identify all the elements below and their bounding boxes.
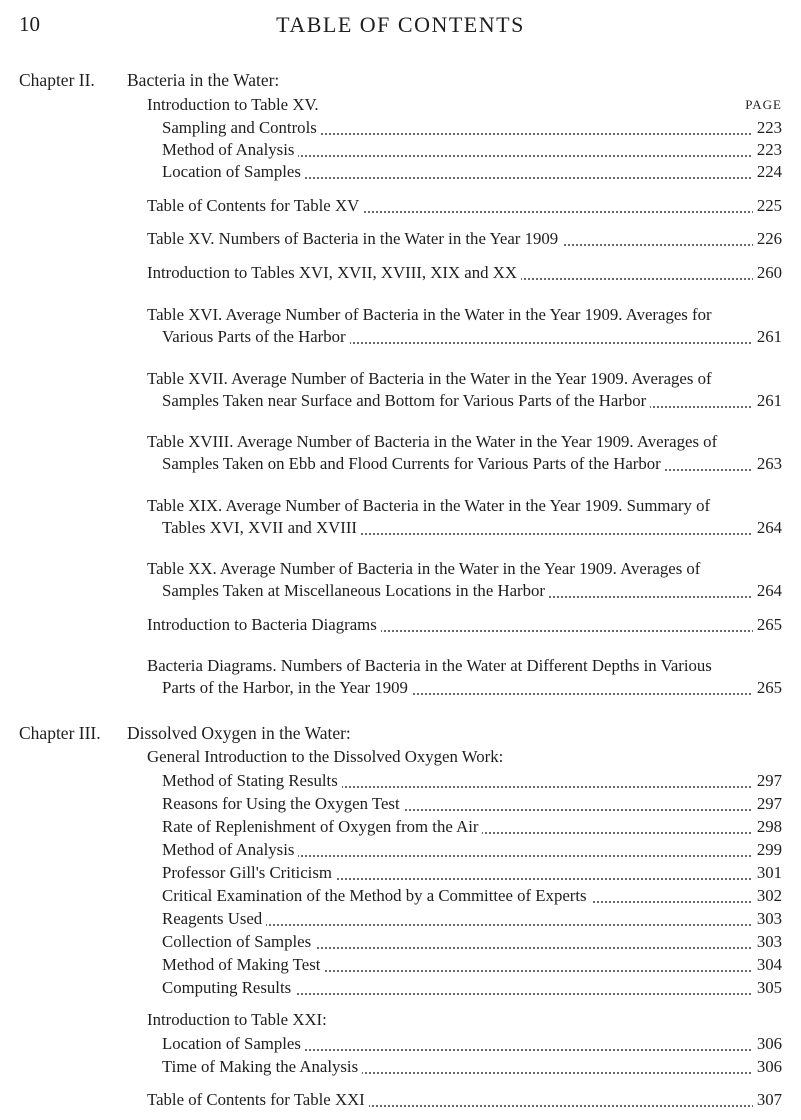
toc-entry-text: Introduction to Table XV. xyxy=(147,95,323,114)
toc-entry xyxy=(147,195,782,217)
toc-entry-text: Samples Taken on Ebb and Flood Currents for Various Parts of the Harbor xyxy=(162,454,665,473)
toc-entry xyxy=(162,770,782,792)
toc-entry-text: Reasons for Using the Oxygen Test xyxy=(162,794,404,813)
toc-entry-text: Various Parts of the Harbor xyxy=(162,327,350,346)
toc-entry-page: 298 xyxy=(753,816,782,838)
toc-entry xyxy=(147,431,782,453)
toc-entry xyxy=(162,326,782,348)
toc-entry xyxy=(162,677,782,699)
toc-entry xyxy=(162,885,782,907)
toc-entry xyxy=(147,614,782,636)
toc-entry-text: Professor Gill's Criticism xyxy=(162,863,336,882)
section-heading: General Introduction to the Dissolved Oxygen Work: xyxy=(147,747,504,766)
toc-entry xyxy=(162,580,782,602)
section-heading: Introduction to Table XXI: xyxy=(147,1010,327,1029)
toc-entry-text: Table XV. Numbers of Bacteria in the Water in the Year 1909 xyxy=(147,229,562,248)
toc-entry xyxy=(147,558,782,580)
toc-entry-page: 302 xyxy=(753,885,782,907)
running-title: TABLE OF CONTENTS xyxy=(276,12,525,37)
toc-entry xyxy=(162,139,782,161)
toc-entry-text: Table XVIII. Average Number of Bacteria in the Water in the Year 1909. Averages of xyxy=(147,432,721,451)
toc-entry-page: 303 xyxy=(753,931,782,953)
toc-entry-page: 304 xyxy=(753,954,782,976)
toc-entry-text: Introduction to Tables XVI, XVII, XVIII, XIX and XX xyxy=(147,263,521,282)
toc-entry xyxy=(162,931,782,953)
toc-entry-page: 264 xyxy=(753,517,782,539)
toc-entry xyxy=(147,1089,782,1111)
toc-entry-text: Computing Results xyxy=(162,978,295,997)
toc-entry-page: 299 xyxy=(753,839,782,861)
toc-entry-text: Tables XVI, XVII and XVIII xyxy=(162,518,361,537)
toc-entry xyxy=(162,517,782,539)
toc-entry-text: Introduction to Bacteria Diagrams xyxy=(147,615,381,634)
toc-entry-text: Method of Stating Results xyxy=(162,771,342,790)
toc-entry-text: Method of Analysis xyxy=(162,140,298,159)
toc-entry-page: 265 xyxy=(753,677,782,699)
toc-entry-page: 225 xyxy=(753,195,782,217)
toc-entry-page: 224 xyxy=(753,161,782,183)
toc-entry-page: 297 xyxy=(753,770,782,792)
toc-entry xyxy=(147,94,782,116)
toc-entry-text: Bacteria Diagrams. Numbers of Bacteria in the Water at Different Depths in Various xyxy=(147,656,716,675)
toc-entry xyxy=(162,816,782,838)
chapter-3-label: Chapter III. xyxy=(19,723,101,743)
toc-entry-text: Method of Making Test xyxy=(162,955,324,974)
toc-entry xyxy=(162,793,782,815)
toc-entry-text: Samples Taken near Surface and Bottom for Various Parts of the Harbor xyxy=(162,391,650,410)
toc-entry xyxy=(147,495,782,517)
chapter-2-title: Bacteria in the Water: xyxy=(127,70,280,90)
toc-entry xyxy=(162,390,782,412)
toc-entry-text: Table XVI. Average Number of Bacteria in the Water in the Year 1909. Averages for xyxy=(147,305,716,324)
toc-entry-page: 301 xyxy=(753,862,782,884)
toc-entry-page: 223 xyxy=(753,139,782,161)
toc-entry xyxy=(162,117,782,139)
toc-entry-text: Critical Examination of the Method by a Committee of Experts xyxy=(162,886,591,905)
toc-entry-page: 306 xyxy=(753,1056,782,1078)
toc-entry-page: 306 xyxy=(753,1033,782,1055)
page-column-label: PAGE xyxy=(745,97,782,112)
toc-entry-page: 226 xyxy=(753,228,782,250)
toc-entry-page: 307 xyxy=(753,1089,782,1111)
toc-entry-page: 297 xyxy=(753,793,782,815)
toc-entry xyxy=(147,262,782,284)
toc-entry-page: 263 xyxy=(753,453,782,475)
toc-entry xyxy=(162,862,782,884)
toc-entry-text: Table XVII. Average Number of Bacteria in the Water in the Year 1909. Averages of xyxy=(147,369,716,388)
toc-entry xyxy=(147,655,782,677)
toc-entry-page: 303 xyxy=(753,908,782,930)
toc-entry-page: 265 xyxy=(753,614,782,636)
toc-entry xyxy=(147,228,782,250)
toc-entry-text: Method of Analysis xyxy=(162,840,298,859)
toc-entry-text: Location of Samples xyxy=(162,162,305,181)
toc-entry xyxy=(162,1033,782,1055)
toc-entry-page: 305 xyxy=(753,977,782,999)
toc-entry-text: Rate of Replenishment of Oxygen from the Air xyxy=(162,817,482,836)
toc-entry xyxy=(162,839,782,861)
toc-entry-text: Parts of the Harbor, in the Year 1909 xyxy=(162,678,412,697)
toc-entry xyxy=(162,954,782,976)
chapter-3-title: Dissolved Oxygen in the Water: xyxy=(127,723,351,743)
toc-entry xyxy=(162,1056,782,1078)
toc-entry-text: Table XX. Average Number of Bacteria in the Water in the Year 1909. Averages of xyxy=(147,559,704,578)
toc-entry-text: Samples Taken at Miscellaneous Locations in the Harbor xyxy=(162,581,549,600)
toc-entry-text: Location of Samples xyxy=(162,1034,305,1053)
toc-entry-page: 264 xyxy=(753,580,782,602)
toc-entry-text: Table XIX. Average Number of Bacteria in the Water in the Year 1909. Summary of xyxy=(147,496,714,515)
toc-entry-page: 261 xyxy=(753,326,782,348)
toc-entry-text: Reagents Used xyxy=(162,909,266,928)
toc-entry xyxy=(162,908,782,930)
toc-entry-text: Sampling and Controls xyxy=(162,118,321,137)
toc-entry-text: Table of Contents for Table XXI xyxy=(147,1090,369,1109)
page-header xyxy=(0,6,801,42)
toc-entry xyxy=(162,977,782,999)
toc-entry-page: 261 xyxy=(753,390,782,412)
toc-entry xyxy=(162,453,782,475)
toc-entry-text: Time of Making the Analysis xyxy=(162,1057,362,1076)
page-number: 10 xyxy=(19,12,40,36)
toc-entry xyxy=(162,161,782,183)
toc-entry-text: Collection of Samples xyxy=(162,932,315,951)
toc-entry xyxy=(147,304,782,326)
toc-entry-text: Table of Contents for Table XV xyxy=(147,196,363,215)
toc-entry-page: 260 xyxy=(753,262,782,284)
toc-entry-page: 223 xyxy=(753,117,782,139)
chapter-2-label: Chapter II. xyxy=(19,70,95,90)
toc-entry xyxy=(147,368,782,390)
